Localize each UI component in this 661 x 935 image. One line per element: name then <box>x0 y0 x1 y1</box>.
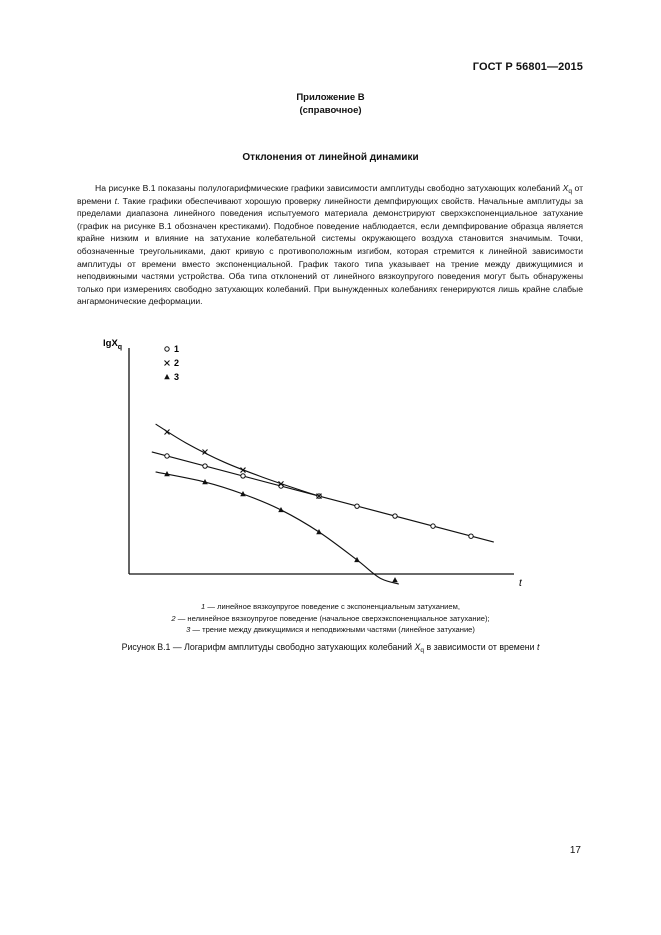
annex-heading <box>0 91 661 117</box>
standard-id: ГОСТ Р 56801—2015 <box>472 61 583 73</box>
figure-caption: Рисунок В.1 — Логарифм амплитуды свободно затухающих колебаний $X_q$ в зависимости от времени t <box>121 642 540 654</box>
annex-subtitle: (справочное) <box>299 105 362 116</box>
series-1-point <box>469 534 473 538</box>
series-3-point <box>392 577 398 582</box>
legend-marker-1 <box>165 347 169 351</box>
series-1-point <box>241 474 245 478</box>
legend-marker-2 <box>165 361 170 366</box>
legend-note-1: 1 — линейное вязкоупругое поведение с экспоненциальным затуханием, <box>201 602 460 611</box>
series-3-line <box>156 472 399 584</box>
x-axis-label: t <box>519 578 522 589</box>
series-1-point <box>431 524 435 528</box>
series-1-point <box>165 454 169 458</box>
chart-lines <box>152 424 494 584</box>
series-2-line <box>156 424 319 496</box>
y-axis-label: lgX$_q$ <box>103 338 123 351</box>
annex-title: Приложение В <box>296 92 365 103</box>
series-1-point <box>203 464 207 468</box>
chart-markers <box>164 430 473 583</box>
legend-note-2: 2 — нелинейное вязкоупругое поведение (начальное сверхэкспоненциальное затухание); <box>171 613 490 623</box>
legend-label-2: 2 <box>174 358 180 368</box>
legend-label-1: 1 <box>174 344 180 354</box>
section-title: Отклонения от линейной динамики <box>242 152 419 163</box>
series-1-point <box>355 504 359 508</box>
series-1-point <box>393 514 397 518</box>
page-number: 17 <box>569 845 581 856</box>
legend-label-3: 3 <box>174 372 180 382</box>
legend-marker-3 <box>164 374 170 379</box>
body-paragraph: На рисунке В.1 показаны полулогарифмические графики зависимости амплитуды свободно затухающих колебаний $X_q$ от времени t. Такие графики обеспечивают хорошую проверку линейности демпфирующих свойств. Начальные амплитуды за пределами диапазона линейного поведения испытуемого материала демонстрируют сверхэкспоненциальное затухание (график на рисунке В.1 обозначен крестиками). Подобное поведение наблюдается, если демпфирование образца является крайне низким и влияние на затухание колебательной системы окружающего воздуха становится значимым. Точки, обозначенные треугольниками, дают кривую с противоположным изгибом, которая стремится к линейной зависимости амплитуды от времени вместо экспоненциальной. График такого типа указывает на трение между движущимися и неподвижными частями устройства. Оба типа отклонений от линейного вязкоупругого поведения могут быть обнаружены только при измерениях свободно затухающих колебаний. При вынужденных колебаниях генерируются лишь крайне слабые ангармонические деформации. <box>77 183 584 307</box>
series-3-point <box>354 557 360 562</box>
amplitude-decay-chart <box>0 330 661 600</box>
chart-axes <box>103 338 523 589</box>
legend-note-3: 3 — трение между движущимися и неподвижными частями (линейное затухание) <box>186 625 475 634</box>
figure-legend-notes <box>0 601 661 636</box>
series-3-point <box>316 529 322 534</box>
chart-legend <box>164 344 179 382</box>
